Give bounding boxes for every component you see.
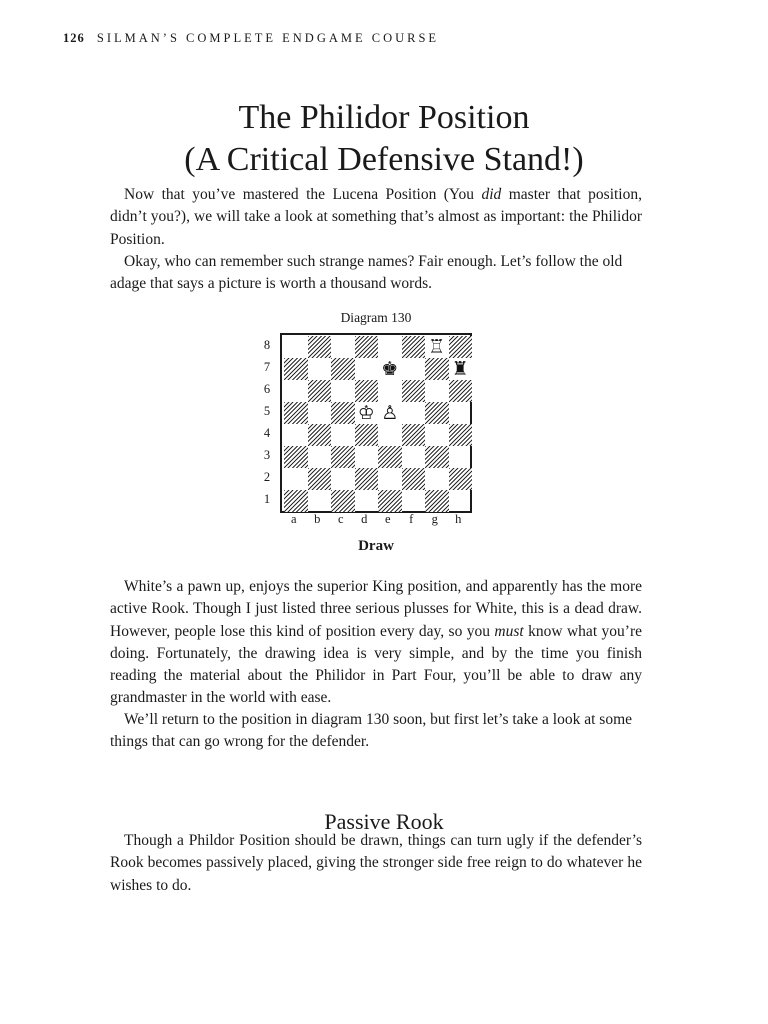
square-e8 — [378, 336, 402, 358]
square-e3 — [378, 446, 402, 468]
square-b6 — [308, 380, 332, 402]
square-g5 — [425, 402, 449, 424]
page-number: 126 — [63, 31, 85, 45]
file-label-g: g — [431, 512, 438, 526]
square-h6 — [449, 380, 473, 402]
square-b4 — [308, 424, 332, 446]
square-b1 — [308, 490, 332, 512]
square-c7 — [331, 358, 355, 380]
rank-label-4: 4 — [263, 426, 271, 440]
square-e6 — [378, 380, 402, 402]
square-b5 — [308, 402, 332, 424]
file-label-h: h — [455, 512, 462, 526]
square-e4 — [378, 424, 402, 446]
square-d4 — [355, 424, 379, 446]
rank-label-5: 5 — [263, 404, 271, 418]
intro-p1-text-a: Now that you’ve mastered the Lucena Position (You — [124, 186, 482, 203]
square-g2 — [425, 468, 449, 490]
chess-diagram — [255, 310, 495, 560]
square-c4 — [331, 424, 355, 446]
square-f8 — [402, 336, 426, 358]
square-h2 — [449, 468, 473, 490]
square-c5 — [331, 402, 355, 424]
file-label-b: b — [314, 512, 321, 526]
diagram-caption: Diagram 130 — [340, 310, 412, 325]
square-d8 — [355, 336, 379, 358]
white-rook-icon: ♖ — [425, 336, 449, 358]
square-a5 — [284, 402, 308, 424]
rank-label-3: 3 — [263, 448, 271, 462]
body-paragraph-3 — [110, 576, 642, 710]
square-c3 — [331, 446, 355, 468]
section-title: Passive Rook — [324, 809, 444, 835]
running-head — [63, 31, 439, 46]
square-h5 — [449, 402, 473, 424]
body-p3-text-a: White’s a pawn up, enjoys the superior King position, and apparently has the more active Rook. Though I just listed three serious plusses for White, this is a dead draw. However, people lose this kind of position every day, so you — [110, 578, 642, 640]
square-c6 — [331, 380, 355, 402]
rank-label-6: 6 — [263, 382, 271, 396]
square-c2 — [331, 468, 355, 490]
file-label-a: a — [290, 512, 297, 526]
square-e1 — [378, 490, 402, 512]
rank-label-2: 2 — [263, 470, 271, 484]
diagram-result: Draw — [358, 538, 394, 554]
square-f4 — [402, 424, 426, 446]
file-label-e: e — [384, 512, 391, 526]
square-e2 — [378, 468, 402, 490]
square-h3 — [449, 446, 473, 468]
black-king-icon: ♚ — [378, 358, 402, 380]
square-b3 — [308, 446, 332, 468]
intro-p1-emphasis: did — [481, 186, 502, 203]
body-p3-text-b: know what you’re doing. Fortunately, the drawing idea is very simple, and by the time you finish reading the material about the Philidor in Part Four, you’ll be able to draw any grandmaster in the world with ease. — [110, 622, 642, 707]
square-d1 — [355, 490, 379, 512]
square-d2 — [355, 468, 379, 490]
square-a6 — [284, 380, 308, 402]
white-king-icon: ♔ — [355, 402, 379, 424]
square-d3 — [355, 446, 379, 468]
file-label-f: f — [409, 512, 414, 526]
rank-label-8: 8 — [263, 338, 271, 352]
square-a2 — [284, 468, 308, 490]
chess-board-frame — [280, 333, 472, 513]
intro-p1-text-b: master that position, didn’t you?), we will take a look at something that’s almost as important: the Philidor Position. — [110, 186, 642, 248]
square-d6 — [355, 380, 379, 402]
chapter-title — [0, 97, 768, 181]
square-f7 — [402, 358, 426, 380]
square-h4 — [449, 424, 473, 446]
square-f1 — [402, 490, 426, 512]
square-a7 — [284, 358, 308, 380]
square-g6 — [425, 380, 449, 402]
rank-label-1: 1 — [263, 492, 271, 506]
file-label-c: c — [337, 512, 344, 526]
intro-paragraph-1 — [110, 184, 642, 251]
square-f6 — [402, 380, 426, 402]
square-h8 — [449, 336, 473, 358]
chapter-title-line2: (A Critical Defensive Stand!) — [184, 140, 584, 178]
square-a1 — [284, 490, 308, 512]
square-c1 — [331, 490, 355, 512]
section-paragraph-5: Though a Phildor Position should be drawn, things can turn ugly if the defender’s Rook becomes passively placed, giving the stronger side free reign to do whatever he wishes to do. — [110, 832, 642, 894]
chess-board — [284, 336, 472, 512]
white-pawn-icon: ♙ — [378, 402, 402, 424]
square-h1 — [449, 490, 473, 512]
square-g4 — [425, 424, 449, 446]
square-a4 — [284, 424, 308, 446]
square-f3 — [402, 446, 426, 468]
square-a3 — [284, 446, 308, 468]
square-c8 — [331, 336, 355, 358]
chapter-title-line1: The Philidor Position — [238, 98, 530, 136]
file-label-d: d — [361, 512, 368, 526]
square-g1 — [425, 490, 449, 512]
square-b8 — [308, 336, 332, 358]
square-g3 — [425, 446, 449, 468]
square-f2 — [402, 468, 426, 490]
square-b7 — [308, 358, 332, 380]
square-g7 — [425, 358, 449, 380]
body-p3-emphasis: must — [494, 622, 524, 640]
intro-paragraph-2: Okay, who can remember such strange names? Fair enough. Let’s follow the old adage that says a picture is worth a thousand words. — [110, 253, 623, 293]
body-paragraph-4: We’ll return to the position in diagram 130 soon, but first let’s take a look at some things that can go wrong for the defender. — [110, 711, 633, 751]
book-title: SILMAN’S COMPLETE ENDGAME COURSE — [96, 31, 440, 45]
square-b2 — [308, 468, 332, 490]
square-a8 — [284, 336, 308, 358]
rank-label-7: 7 — [263, 360, 271, 374]
square-f5 — [402, 402, 426, 424]
square-d7 — [355, 358, 379, 380]
black-rook-icon: ♜ — [449, 358, 473, 380]
